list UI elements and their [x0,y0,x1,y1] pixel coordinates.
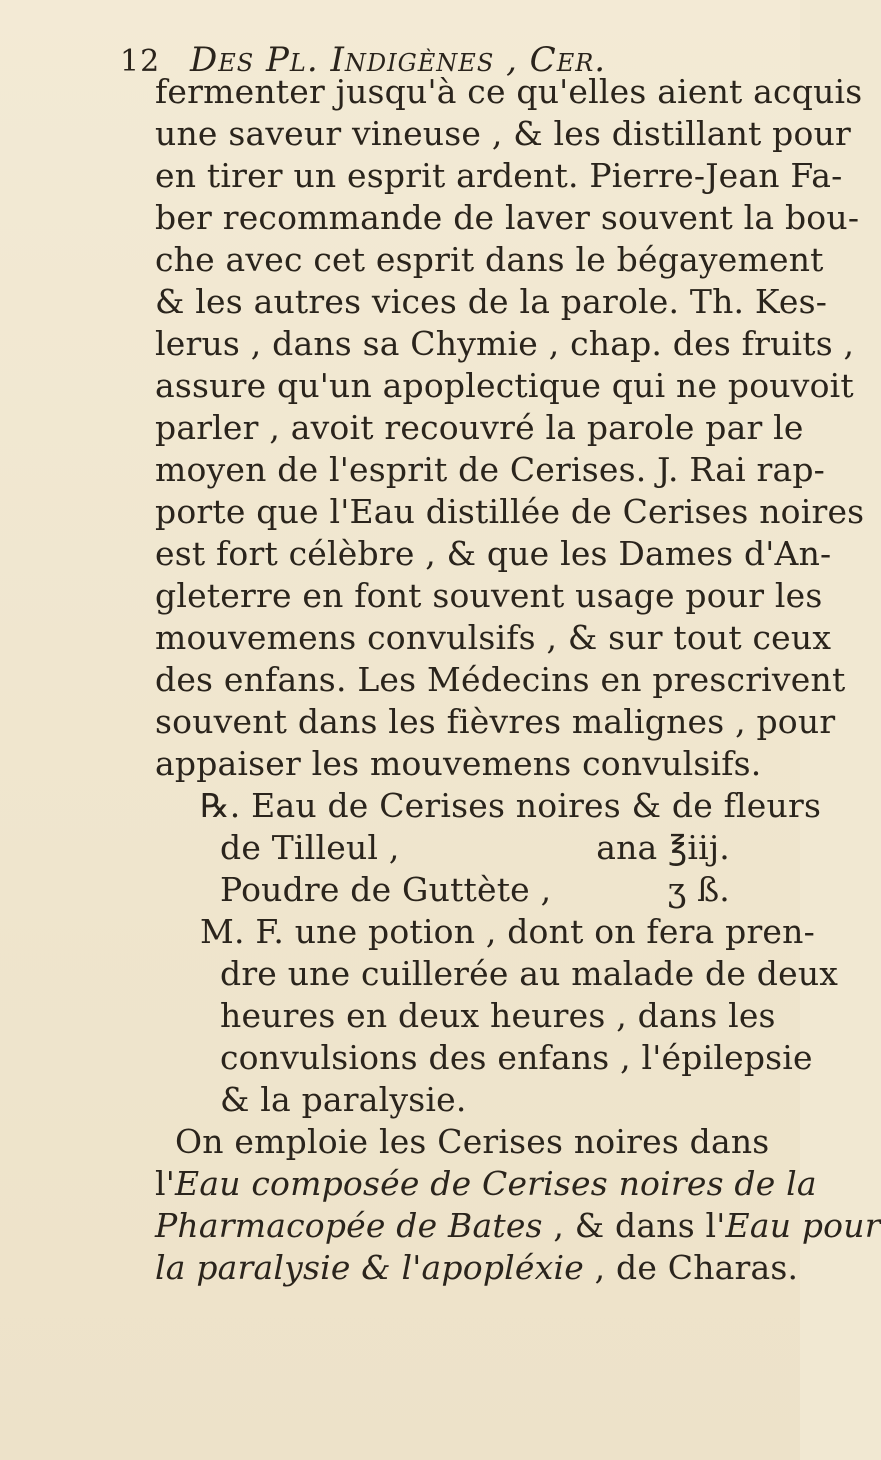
text-line [155,1162,817,1206]
text-line: assure qu'un apoplectique qui ne pouvoit [155,366,854,405]
recipe-dose: ana ℥iij. [596,828,730,867]
italic-title: Eau pour [725,1206,881,1245]
text-line [155,1246,799,1290]
text-line: gleterre en font souvent usage pour les [155,576,823,615]
text-line: est fort célèbre , & que les Dames d'An- [155,534,832,573]
text-line: porte que l'Eau distillée de Cerises noires [155,492,865,531]
recipe-line: ℞. Eau de Cerises noires & de fleurs [200,786,822,825]
running-title: Des Pl. Indigènes , Cer. [190,40,607,80]
text-fragment: , & dans l' [542,1206,726,1245]
text-line: appaiser les mouvemens convulsifs. [155,744,762,783]
italic-title: Pharmacopée de Bates [155,1206,543,1245]
recipe-line: dre une cuillerée au malade de deux [220,954,839,993]
text-line: On emploie les Cerises noires dans [175,1122,770,1161]
text-line: une saveur vineuse , & les distillant pour [155,114,852,153]
text-fragment: l' [155,1164,176,1203]
recipe-line: & la paralysie. [220,1080,467,1119]
recipe-line: heures en deux heures , dans les [220,996,776,1035]
page-number: 12 [120,44,161,79]
text-line: lerus , dans sa Chymie , chap. des fruits , [155,324,855,363]
text-line: ber recommande de laver souvent la bou- [155,198,860,237]
recipe-line: convulsions des enfans , l'épilepsie [220,1038,813,1077]
text-line: fermenter jusqu'à ce qu'elles aient acquis [155,72,863,111]
text-line [155,1204,881,1248]
text-line: & les autres vices de la parole. Th. Kes- [155,282,828,321]
italic-title: Eau composée de Cerises noires de la [175,1164,817,1203]
text-line: parler , avoit recouvré la parole par le [155,408,804,447]
recipe-line [220,868,765,912]
text-line: mouvemens convulsifs , & sur tout ceux [155,618,832,657]
recipe-dose: ʒ ß. [667,870,730,909]
text-line: moyen de l'esprit de Cerises. J. Rai rap- [155,450,826,489]
text-line: che avec cet esprit dans le bégayement [155,240,824,279]
recipe-ingredient: Poudre de Guttète , [220,870,552,909]
text-fragment: , de Charas. [583,1248,799,1287]
text-line: des enfans. Les Médecins en prescrivent [155,660,846,699]
text-line: en tirer un esprit ardent. Pierre-Jean Fa- [155,156,843,195]
recipe-line [220,826,765,870]
text-line: souvent dans les fièvres malignes , pour [155,702,836,741]
italic-title: la paralysie & l'apopléxie [155,1248,584,1287]
recipe-ingredient: de Tilleul , [220,828,400,867]
recipe-line: M. F. une potion , dont on fera pren- [200,912,815,951]
